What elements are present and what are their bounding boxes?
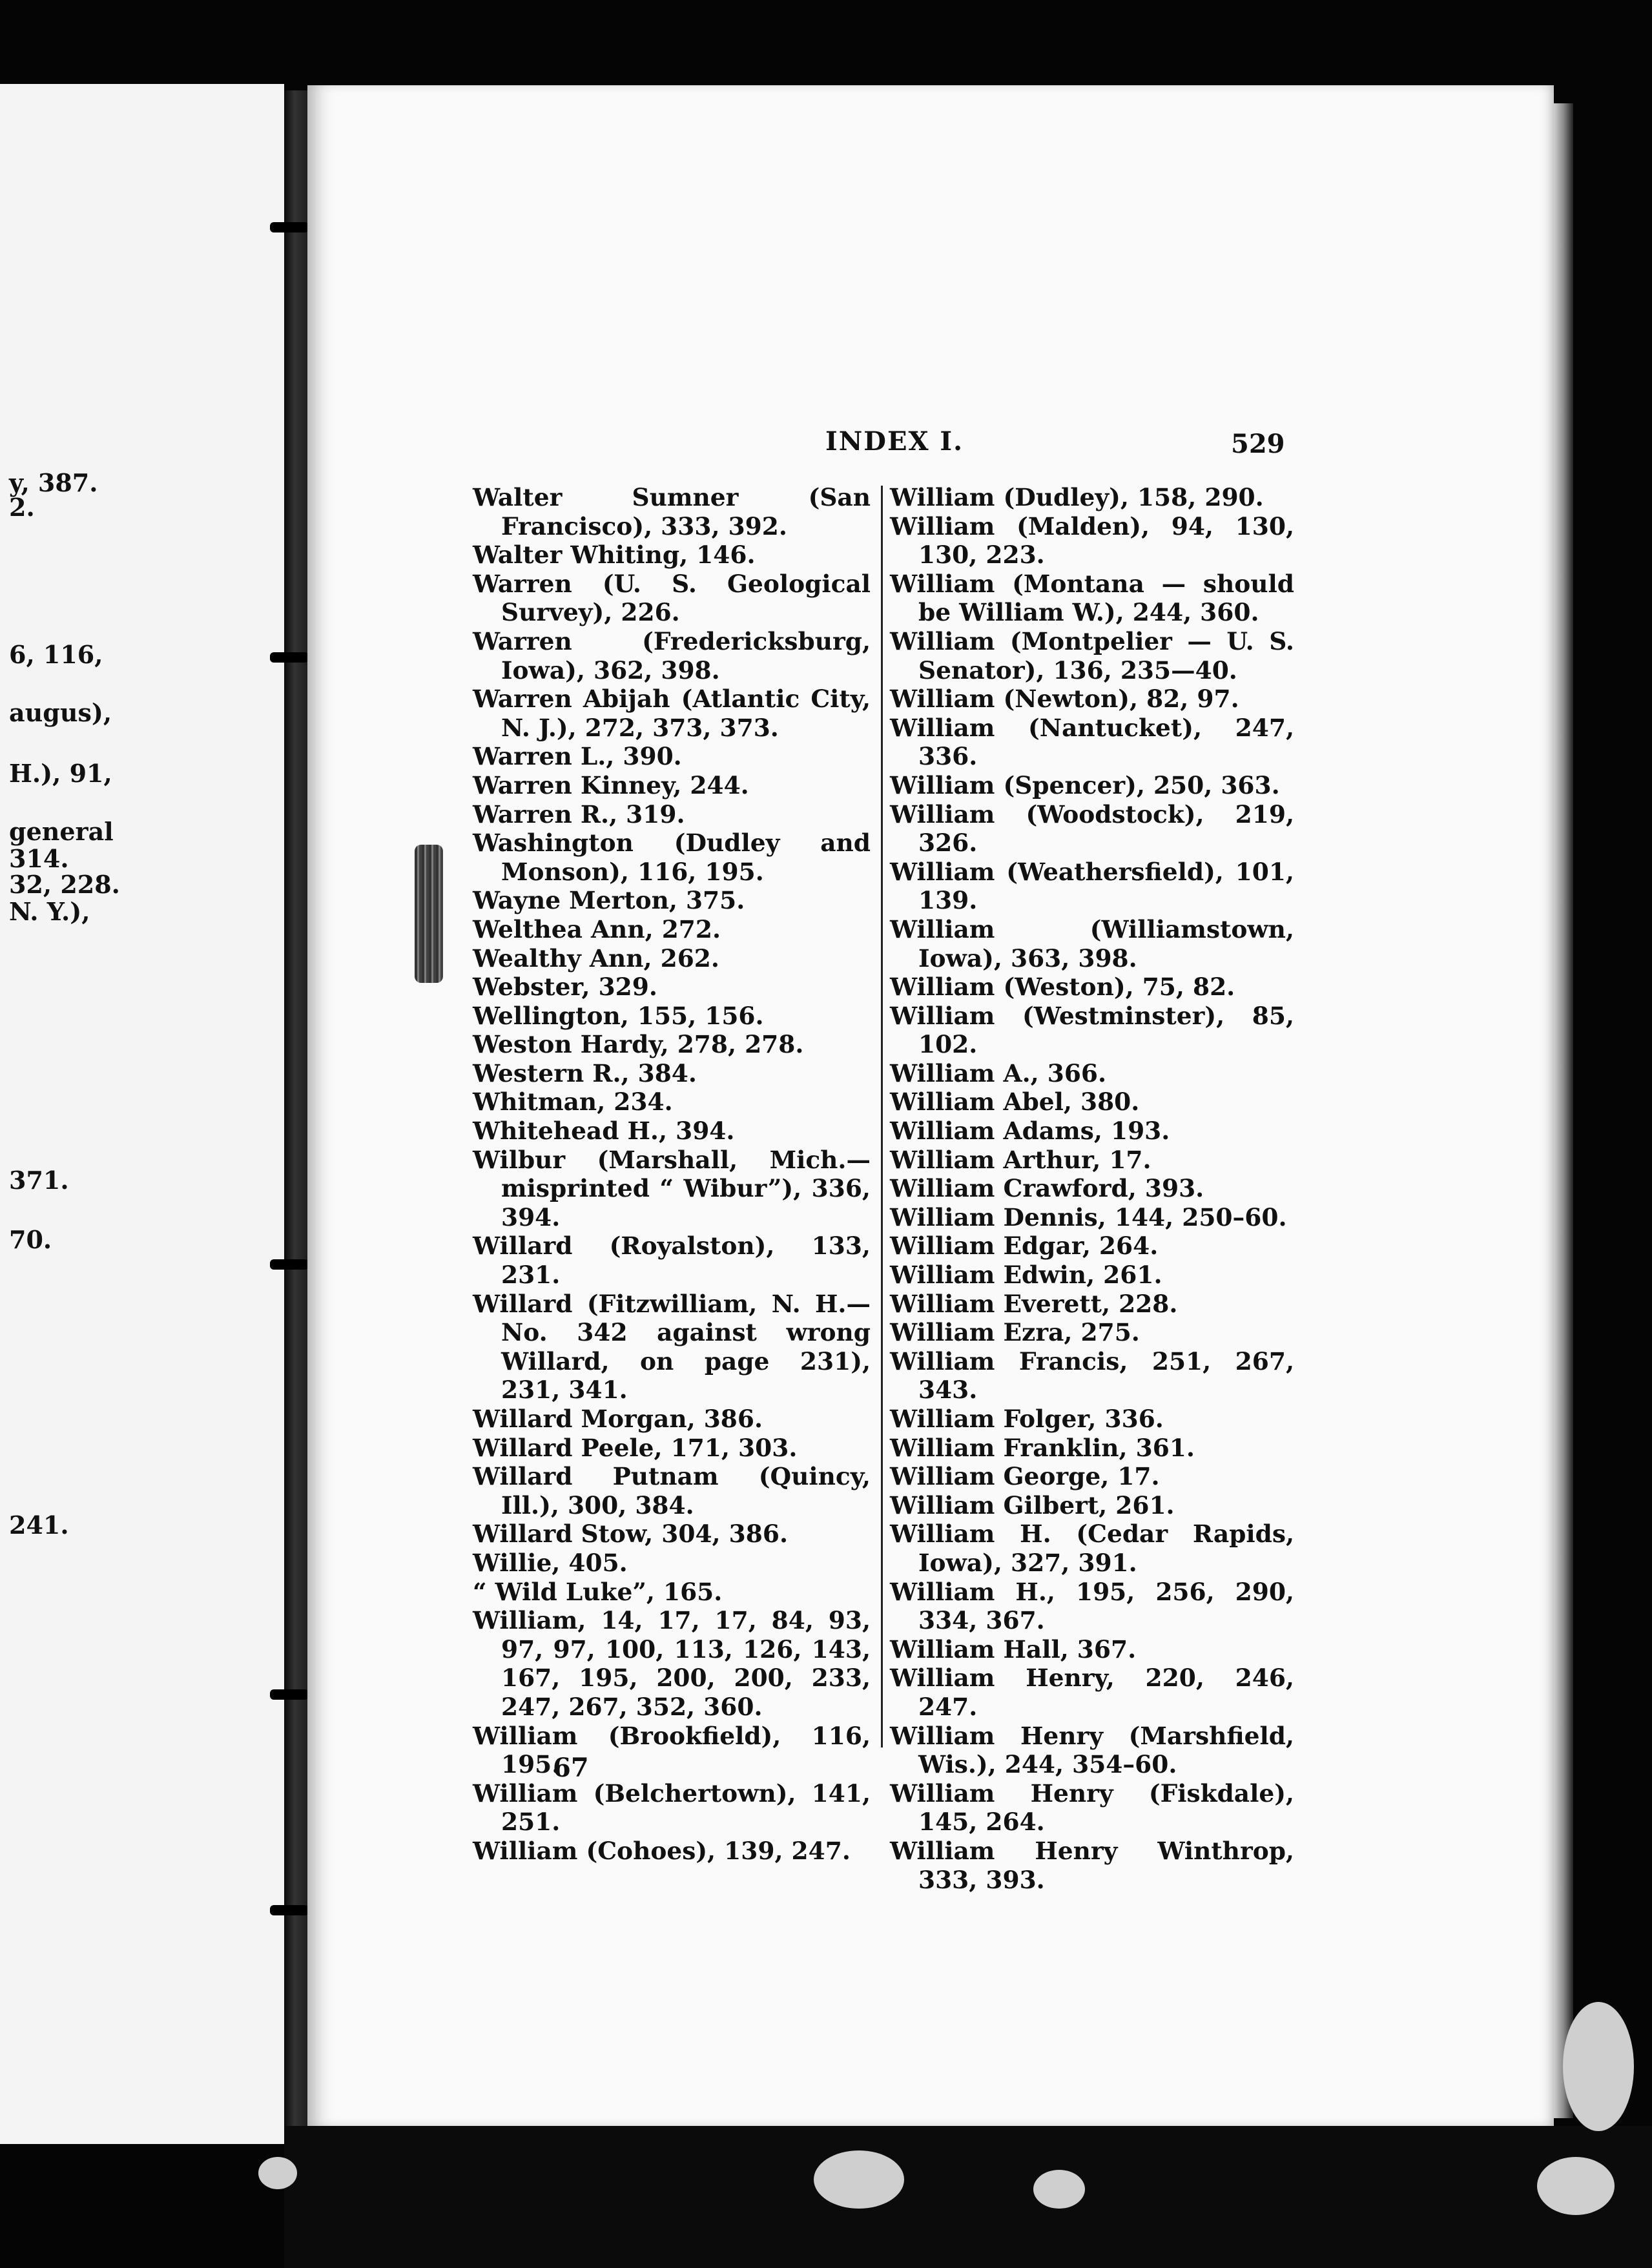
index-entry: William, 14, 17, 17, 84, 93, 97, 97, 100, 113, 126, 143, 167, 195, 200, 200, 233, 247, 267, 352, 360. <box>473 1606 871 1721</box>
binding-stitch <box>270 222 309 232</box>
index-entry: Welthea Ann, 272. <box>473 914 721 943</box>
index-entry: William (Dudley), 158, 290. <box>890 483 1264 511</box>
index-entry: William Abel, 380. <box>890 1088 1140 1117</box>
scan-speck <box>1033 2170 1085 2209</box>
index-entry: William (Weston), 75, 82. <box>890 973 1235 1002</box>
index-entry: Whitman, 234. <box>473 1088 673 1117</box>
index-entry: William Edwin, 261. <box>890 1261 1162 1290</box>
index-entry: Walter Whiting, 146. <box>473 541 756 570</box>
index-entry: Wilbur (Marshall, Mich.— misprinted “ Wibur”), 336, 394. <box>473 1145 871 1232</box>
binding-stitch <box>270 652 309 663</box>
index-entry: Willard Stow, 304, 386. <box>473 1520 788 1549</box>
scan-speck <box>258 2157 297 2189</box>
index-entry: William (Spencer), 250, 363. <box>890 770 1280 799</box>
index-entry: Wealthy Ann, 262. <box>473 943 719 973</box>
index-entry: Willard (Fitzwilliam, N. H.— No. 342 against wrong Willard, on page 231), 231, 341. <box>473 1289 871 1405</box>
index-column-right <box>890 483 1294 1894</box>
index-entry: William (Montana — should be William W.), 244, 360. <box>890 569 1294 627</box>
index-entry: William Francis, 251, 267, 343. <box>890 1346 1294 1405</box>
index-entry: William Crawford, 393. <box>890 1174 1204 1203</box>
index-entry: “ Wild Luke”, 165. <box>473 1577 723 1606</box>
index-column-left <box>473 483 871 1866</box>
index-entry: William Henry (Fiskdale), 145, 264. <box>890 1778 1294 1837</box>
index-entry: William Edgar, 264. <box>890 1232 1159 1261</box>
ink-smudge <box>415 845 443 983</box>
page-number: 529 <box>1231 429 1285 459</box>
left-fragment: 314. <box>9 844 69 873</box>
running-head-title: INDEX I. <box>825 426 964 457</box>
index-entry: Willard Peele, 171, 303. <box>473 1433 798 1462</box>
index-entry: William (Woodstock), 219, 326. <box>890 799 1294 858</box>
binding-stitch <box>270 1259 309 1270</box>
index-entry: William Dennis, 144, 250–60. <box>890 1202 1287 1232</box>
index-entry: William (Montpelier — U. S. Senator), 136, 235—40. <box>890 626 1294 685</box>
index-entry: Warren R., 319. <box>473 799 685 829</box>
index-entry: William Gilbert, 261. <box>890 1490 1175 1520</box>
scan-speck <box>1563 2002 1634 2131</box>
index-entry: Warren (Fredericksburg, Iowa), 362, 398. <box>473 626 871 685</box>
index-entry: William Everett, 228. <box>890 1289 1178 1318</box>
index-entry: William Folger, 336. <box>890 1405 1164 1433</box>
index-entry: Weston Hardy, 278, 278. <box>473 1030 804 1059</box>
index-entry: William A., 366. <box>890 1058 1107 1088</box>
index-entry: William (Malden), 94, 130, 130, 223. <box>890 511 1294 570</box>
index-entry: William (Williamstown, Iowa), 363, 398. <box>890 914 1294 973</box>
index-entry: William (Nantucket), 247, 336. <box>890 713 1294 771</box>
scan-speck <box>1537 2157 1615 2215</box>
index-entry: William H. (Cedar Rapids, Iowa), 327, 391. <box>890 1520 1294 1577</box>
binding-stitch <box>270 1905 309 1915</box>
index-entry: William Henry (Marshfield, Wis.), 244, 354–60. <box>890 1721 1294 1779</box>
index-entry: William Hall, 367. <box>890 1634 1137 1664</box>
index-entry: Wellington, 155, 156. <box>473 1001 764 1030</box>
book-spine <box>284 90 310 2144</box>
left-fragment: y, 387. <box>9 468 98 497</box>
index-entry: Willie, 405. <box>473 1548 628 1577</box>
left-fragment: 371. <box>9 1166 69 1195</box>
index-entry: William (Weathersfield), 101, 139. <box>890 857 1294 915</box>
page-edge <box>1554 103 1573 2118</box>
index-entry: William (Brookfield), 116, 195. <box>473 1721 871 1779</box>
index-entry: William George, 17. <box>890 1462 1160 1491</box>
index-entry: Warren Abijah (Atlantic City, N. J.), 272, 373, 373. <box>473 685 871 742</box>
column-divider <box>881 486 883 1747</box>
left-fragment: H.), 91, <box>9 759 112 788</box>
left-fragment: 2. <box>9 493 35 522</box>
previous-page-fragment <box>0 84 284 2144</box>
left-fragment: 6, 116, <box>9 640 103 669</box>
index-entry: William (Belchertown), 141, 251. <box>473 1778 871 1837</box>
left-fragment: 70. <box>9 1225 52 1254</box>
left-fragment: 241. <box>9 1510 69 1540</box>
index-entry: Willard Morgan, 386. <box>473 1405 763 1433</box>
signature-mark: 67 <box>553 1753 589 1783</box>
index-entry: Willard Putnam (Quincy, Ill.), 300, 384. <box>473 1462 871 1520</box>
index-entry: William H., 195, 256, 290, 334, 367. <box>890 1577 1294 1635</box>
index-entry: William Henry, 220, 246, 247. <box>890 1664 1294 1721</box>
index-entry: William Franklin, 361. <box>890 1433 1195 1462</box>
binding-stitch <box>270 1689 309 1700</box>
index-entry: Webster, 329. <box>473 973 657 1002</box>
left-fragment: N. Y.), <box>9 897 90 926</box>
left-fragment: 32, 228. <box>9 870 120 899</box>
index-entry: Whitehead H., 394. <box>473 1117 735 1146</box>
index-entry: Willard (Royalston), 133, 231. <box>473 1232 871 1290</box>
index-entry: William (Newton), 82, 97. <box>890 685 1239 714</box>
index-entry: Washington (Dudley and Monson), 116, 195. <box>473 829 871 886</box>
index-entry: Warren Kinney, 244. <box>473 770 749 799</box>
index-entry: William Henry Winthrop, 333, 393. <box>890 1836 1294 1894</box>
scan-bottom-border <box>284 2126 1652 2268</box>
index-entry: Warren (U. S. Geological Survey), 226. <box>473 569 871 627</box>
index-entry: William (Cohoes), 139, 247. <box>473 1836 851 1865</box>
index-entry: William (Westminster), 85, 102. <box>890 1001 1294 1059</box>
left-fragment: augus), <box>9 698 112 727</box>
left-fragment: general <box>9 817 114 846</box>
index-entry: Walter Sumner (San Francisco), 333, 392. <box>473 483 871 541</box>
index-entry: Warren L., 390. <box>473 742 682 771</box>
index-entry: William Adams, 193. <box>890 1117 1170 1146</box>
scan-speck <box>814 2150 904 2209</box>
index-entry: William Ezra, 275. <box>890 1318 1140 1347</box>
index-entry: William Arthur, 17. <box>890 1145 1151 1174</box>
index-entry: Western R., 384. <box>473 1058 697 1088</box>
index-entry: Wayne Merton, 375. <box>473 886 745 915</box>
